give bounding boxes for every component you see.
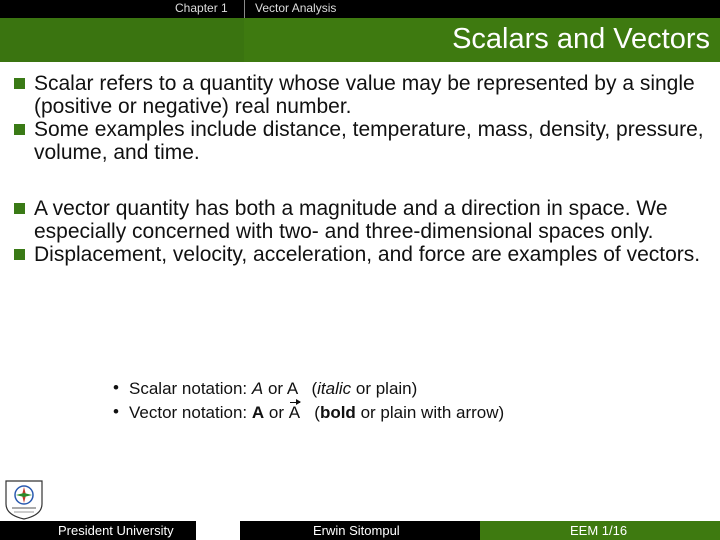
- vector-notation-line: [113, 401, 504, 425]
- footer-bar: [0, 521, 720, 540]
- italic-symbol: A: [251, 379, 264, 398]
- scalar-notation-line: [113, 377, 504, 401]
- or-word: or: [268, 403, 285, 422]
- notation-list: [113, 377, 504, 425]
- notation-label: Vector notation:: [129, 403, 248, 422]
- bullet-text: Displacement, velocity, acceleration, and force are examples of vectors.: [34, 243, 701, 266]
- paren-open: (: [311, 379, 318, 398]
- bullet-group-vectors: [14, 197, 718, 266]
- footer-author: Erwin Sitompul: [313, 523, 400, 538]
- style-word-italic: italic: [317, 379, 352, 398]
- square-bullet-icon: [14, 249, 25, 260]
- paren-rest: or plain with arrow): [360, 403, 505, 422]
- or-word: or: [267, 379, 284, 398]
- bold-symbol: A: [251, 403, 265, 422]
- bullet-list: [14, 72, 718, 266]
- header-divider: [244, 0, 245, 18]
- bullet-text: Scalar refers to a quantity whose value may be represented by a single (positive or negative) real number.: [34, 72, 695, 118]
- round-bullet-icon: •: [113, 402, 119, 421]
- bullet-text: A vector quantity has both a magnitude and a direction in space. We especially concerned with two- and three-dimensional spaces only.: [34, 197, 668, 243]
- arrow-symbol: A: [289, 401, 300, 425]
- title-bar-left-panel: [0, 18, 244, 62]
- paren-open: (: [314, 403, 320, 422]
- footer-university: President University: [58, 523, 174, 538]
- bullet-item: [14, 118, 718, 164]
- square-bullet-icon: [14, 124, 25, 135]
- chapter-label: Chapter 1: [175, 1, 228, 15]
- style-word-bold: bold: [319, 403, 356, 422]
- bullet-item: [14, 72, 718, 118]
- square-bullet-icon: [14, 203, 25, 214]
- topic-label: Vector Analysis: [255, 1, 337, 15]
- bullet-item: [14, 197, 718, 243]
- plain-symbol: A: [286, 379, 298, 398]
- university-logo-icon: [3, 478, 45, 520]
- bullet-text: Some examples include distance, temperature, mass, density, pressure, volume, and time.: [34, 118, 704, 164]
- footer-gap: [196, 521, 240, 540]
- slide-title: Scalars and Vectors: [452, 23, 710, 55]
- paren-rest: or plain): [355, 379, 418, 398]
- footer-page-number: EEM 1/16: [570, 523, 628, 538]
- round-bullet-icon: •: [113, 378, 119, 397]
- square-bullet-icon: [14, 78, 25, 89]
- notation-label: Scalar notation:: [129, 379, 248, 398]
- header-bar: [0, 0, 720, 18]
- title-bar: [0, 18, 720, 62]
- bullet-item: [14, 243, 718, 266]
